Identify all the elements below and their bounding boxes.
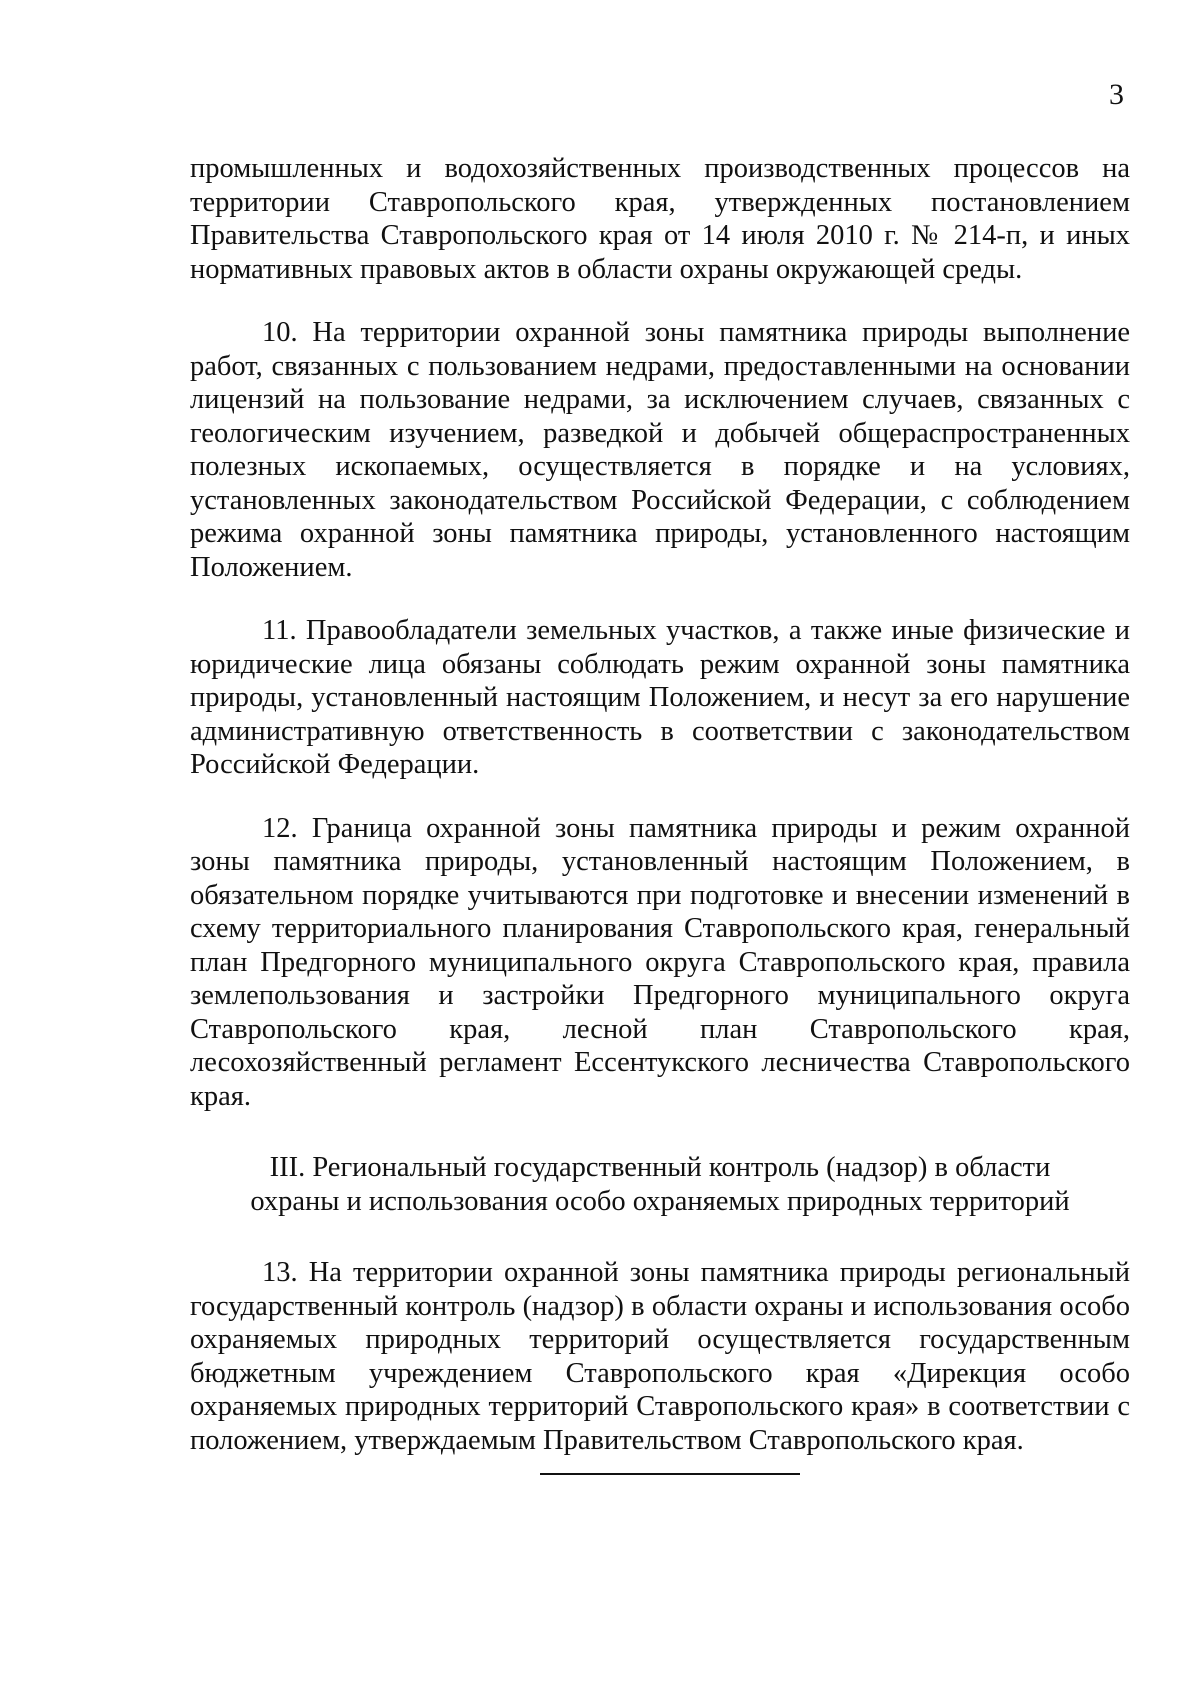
document-body (190, 152, 1130, 1457)
section-heading-line-1: III. Региональный государственный контроль (надзор) в области (269, 1152, 1051, 1183)
paragraph-13: 13. На территории охранной зоны памятника природы региональный государственный контроль (надзор) в области охраны и использования особо охраняемых природных территорий осуществляется государственным бюджетным учреждением Ставропольского края «Дирекция особо охраняемых природных территорий Ставропольского края» в соответствии с положением, утверждаемым Правительством Ставропольского края. (190, 1257, 1130, 1456)
section-heading-line-2: охраны и использования особо охраняемых природных территорий (250, 1185, 1070, 1217)
section-heading (190, 1151, 1130, 1218)
paragraph-12: 12. Граница охранной зоны памятника природы и режим охранной зоны памятника природы, установленный настоящим Положением, в обязательном порядке учитываются при подготовке и внесении изменений в схему территориального планирования Ставропольского края, генеральный план Предгорного муниципального округа Ставропольского края, правила землепользования и застройки Предгорного муниципального округа Ставропольского края, лесной план Ставропольского края, лесохозяйственный регламент Ессентукского лесничества Ставропольского края. (190, 812, 1130, 1112)
page-number: 3 (1109, 78, 1124, 111)
end-of-document-rule (540, 1473, 800, 1475)
paragraph-continuation: промышленных и водохозяйственных производственных процессов на территории Ставропольского края, утвержденных постановлением Правительства Ставропольского края от 14 июля 2010 г. № 214-п, и иных нормативных правовых актов в области охраны окружающей среды. (190, 153, 1130, 285)
paragraph-11: 11. Правообладатели земельных участков, а также иные физические и юридические лица обязаны соблюдать режим охранной зоны памятника природы, установленный настоящим Положением, и несут за его нарушение административную ответственность в соответствии с законодательством Российской Федерации. (190, 615, 1130, 780)
paragraph-10: 10. На территории охранной зоны памятника природы выполнение работ, связанных с пользованием недрами, предоставленными на основании лицензий на пользование недрами, за исключением случаев, связанных с геологическим изучением, разведкой и добычей общераспространенных полезных ископаемых, осуществляется в порядке и на условиях, установленных законодательством Российской Федерации, с соблюдением режима охранной зоны памятника природы, установленного настоящим Положением. (190, 317, 1130, 583)
